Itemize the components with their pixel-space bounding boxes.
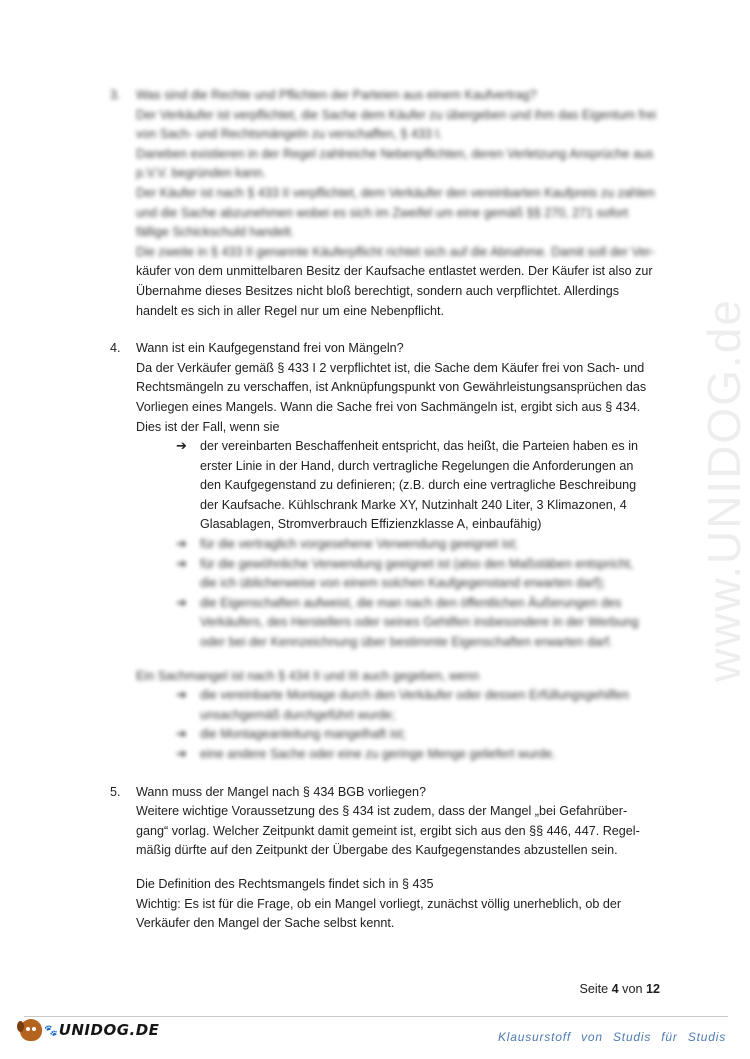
arrow-right-icon: ➔ [176, 747, 187, 762]
answer-line: Der Käufer ist nach § 433 II verpflichtet, dem Verkäufer den vereinbarten Kaufpreis zu zahlen [136, 185, 655, 200]
arrow-right-icon: ➔ [176, 688, 187, 704]
list-item-line: die Eigenschaften aufweist, die man nach den öffentlichen Äußerungen des [200, 595, 622, 610]
criteria-list [136, 437, 670, 535]
question-number: 5. [110, 784, 121, 799]
list-item-line: die ich üblicherweise von einem solchen Kaufgegenstand erwarten darf); [200, 576, 606, 591]
question-4 [110, 339, 670, 764]
question-number: 3. [110, 88, 121, 102]
slogan-word: Studis [687, 1030, 726, 1044]
list-item-line: erster Linie in der Hand, durch vertragliche Regelungen die Anforderungen an [200, 458, 634, 473]
list-item [176, 437, 670, 535]
answer-line: Die Definition des Rechtsmangels findet sich in § 435 [136, 876, 434, 891]
logo [20, 1014, 159, 1046]
arrow-right-icon: ➔ [176, 439, 187, 455]
list-item-line: für die gewöhnliche Verwendung geeignet ist (also den Maßstäben entspricht, [200, 556, 634, 571]
answer-line: Ein Sachmangel ist nach § 434 II und III auch gegeben, wenn [136, 668, 480, 683]
answer-line: fällige Schickschuld handelt. [136, 225, 295, 240]
list-item [176, 745, 670, 765]
list-item-line: der vereinbarten Beschaffenheit entspricht, das heißt, die Parteien haben es in [200, 439, 639, 454]
answer-line: käufer von dem unmittelbaren Besitz der Kaufsache entlastet werden. Der Käufer ist also zur [136, 264, 653, 279]
answer-line: Weitere wichtige Voraussetzung des § 434 ist zudem, dass der Mangel „bei Gefahrüber- [136, 804, 628, 819]
criteria-list-blurred [136, 535, 670, 653]
question-number: 4. [110, 341, 121, 356]
list-item-line: die Montageanleitung mangelhaft ist; [200, 727, 406, 742]
slogan-word: Klausurstoff [498, 1030, 571, 1044]
answer-line: Der Verkäufer ist verpflichtet, die Sache dem Käufer zu übergeben und ihm das Eigentum frei [136, 107, 657, 122]
answer-line: gang“ vorlag. Welcher Zeitpunkt damit gemeint ist, ergibt sich aus den §§ 446, 447. Regel- [136, 823, 640, 838]
answer-line: handelt es sich in aller Regel nur um eine Nebenpflicht. [136, 303, 445, 318]
question-heading: Wann ist ein Kaufgegenstand frei von Mängeln? [136, 341, 404, 356]
answer-line: mäßig dürfte auf den Zeitpunkt der Übergabe des Kaufgegenstandes abzustellen sein. [136, 843, 618, 858]
answer-line: Rechtsmängeln zu verschaffen, ist Anknüpfungspunkt von Gewährleistungsansprüchen das [136, 380, 647, 395]
list-item [176, 725, 670, 745]
answer-line: und die Sache abzunehmen wobei es sich im Zweifel um eine gemäß §§ 270, 271 sofort [136, 205, 629, 220]
answer-line: Verkäufer den Mangel der Sache selbst kennt. [136, 916, 395, 931]
watermark-text: www.UNIDOG.de [698, 298, 750, 682]
slogan-word: von [581, 1030, 603, 1044]
list-item-line: Verkäufers, des Herstellers oder seines Gehilfen insbesondere in der Werbung [200, 615, 639, 630]
slogan-word: für [661, 1030, 678, 1044]
list-item [176, 535, 670, 555]
answer-line: Vorliegen eines Mangels. Wann die Sache frei von Sachmängeln ist, ergibt sich aus § 434. [136, 399, 641, 414]
answer-line: p.V.V. begründen kann. [136, 166, 267, 181]
page-separator: von [622, 982, 643, 996]
list-item-line: Glasablagen, Stromverbrauch Effizienzklasse A, einbaufähig) [200, 517, 542, 532]
answer-line: Da der Verkäufer gemäß § 433 I 2 verpflichtet ist, die Sache dem Käufer frei von Sach- und [136, 360, 645, 375]
slogan-word: Studis [613, 1030, 652, 1044]
page-prefix: Seite [579, 982, 609, 996]
list-item-line: die vereinbarte Montage durch den Verkäufer oder dessen Erfüllungsgehilfen [200, 688, 630, 703]
arrow-right-icon: ➔ [176, 727, 187, 743]
arrow-right-icon: ➔ [176, 556, 187, 572]
list-item [176, 555, 670, 594]
arrow-right-icon: ➔ [176, 537, 187, 553]
answer-line: Wichtig: Es ist für die Frage, ob ein Mangel vorliegt, zunächst völlig unerheblich, ob der [136, 896, 622, 911]
question-3 [110, 86, 670, 321]
question-heading: Wann muss der Mangel nach § 434 BGB vorliegen? [136, 784, 427, 799]
watermark [698, 230, 750, 750]
paw-icon: 🐾 [44, 1023, 58, 1037]
answer-line: Die zweite in § 433 II genannte Käuferpflicht richtet sich auf die Abnahme. Damit soll der Ver- [136, 244, 655, 259]
criteria-list-blurred-2 [136, 686, 670, 764]
page-current: 4 [611, 982, 619, 996]
footer-slogan [498, 1030, 726, 1044]
list-item-line: den Kaufgegenstand zu definieren; (z.B. durch eine vertragliche Beschreibung [200, 478, 637, 493]
document-body [110, 86, 670, 934]
answer-line: Daneben existieren in der Regel zahlreiche Nebenpflichten, deren Verletzung Ansprüche aus [136, 146, 654, 161]
question-heading: Was sind die Rechte und Pflichten der Parteien aus einem Kaufvertrag? [136, 88, 537, 102]
logo-text: UNIDOG.DE [58, 1021, 160, 1039]
list-item [176, 594, 670, 653]
arrow-right-icon: ➔ [176, 595, 187, 611]
question-5 [110, 783, 670, 934]
list-item-line: oder bei der Kennzeichnung über bestimmte Eigenschaften erwarten darf. [200, 635, 613, 650]
answer-line: Dies ist der Fall, wenn sie [136, 419, 280, 434]
answer-line: Übernahme dieses Besitzes nicht bloß berechtigt, sondern auch verpflichtet. Allerdings [136, 283, 620, 298]
page-total: 12 [645, 982, 660, 996]
answer-line: von Sach- und Rechtsmängeln zu verschaffen, § 433 I. [136, 127, 443, 142]
list-item-line: unsachgemäß durchgeführt wurde; [200, 707, 396, 722]
list-item [176, 686, 670, 725]
list-item-line: der Kaufsache. Kühlschrank Marke XY, Nutzinhalt 240 Liter, 3 Klimazonen, 4 [200, 497, 627, 512]
blurred-section [136, 86, 670, 262]
list-item-line: eine andere Sache oder eine zu geringe Menge geliefert wurde. [200, 747, 556, 761]
dog-icon [20, 1019, 42, 1041]
list-item-line: für die vertraglich vorgesehene Verwendung geeignet ist; [200, 537, 518, 552]
page-number [579, 982, 660, 996]
